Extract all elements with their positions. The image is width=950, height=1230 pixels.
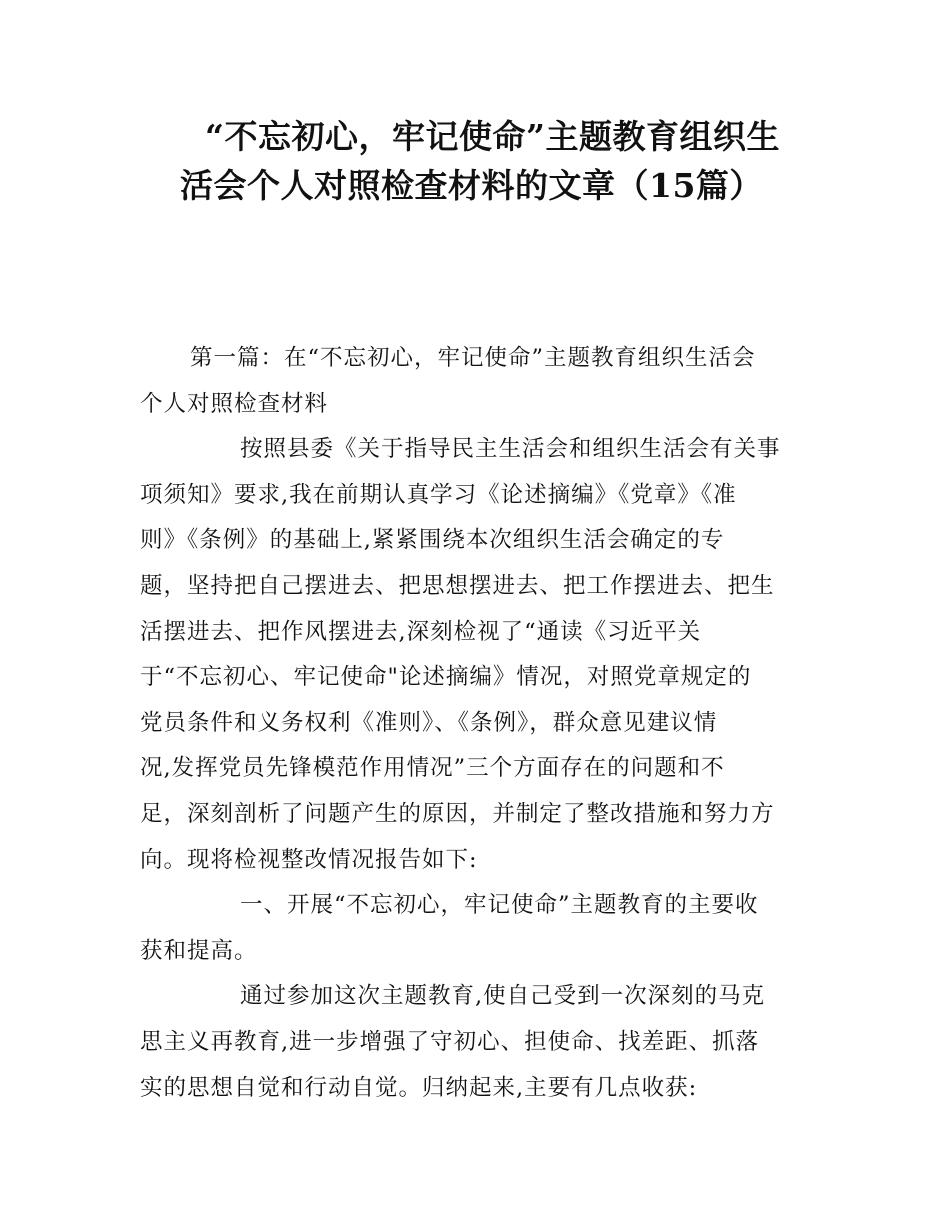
paragraph-line: 第一篇：在“不忘初心，牢记使命”主题教育组织生活会 — [190, 345, 756, 371]
paragraph-line: 获和提高。 — [140, 937, 258, 964]
paragraph-line: 按照县委《关于指导民主生活会和组织生活会有关事 — [240, 436, 781, 463]
paragraph-line: 活摆进去、把作风摆进去,深刻检视了“通读《习近平关 — [140, 618, 702, 645]
title-line-2: 活会个人对照检查材料的文章（15篇） — [180, 166, 763, 205]
paragraph-line: 通过参加这次主题教育,使自己受到一次深刻的马克 — [240, 983, 766, 1010]
paragraph-intro — [140, 427, 815, 883]
paragraph-line: 个人对照检查材料 — [140, 390, 329, 417]
paragraph-line: 则》《条例》的基础上,紧紧围绕本次组织生活会确定的专 — [140, 527, 725, 554]
document-body — [140, 336, 815, 1111]
paragraph-line: 党员条件和义务权利《准则》、《条例》，群众意见建议情 — [140, 709, 718, 736]
paragraph-chapter-heading — [140, 336, 815, 427]
paragraph-line: 题，坚持把自己摆进去、把思想摆进去、把工作摆进去、把生 — [140, 572, 775, 599]
title-line-1: “不忘初心，牢记使命”主题教育组织生 — [205, 117, 780, 156]
paragraph-line: 于“不忘初心、牢记使命"论述摘编》情况，对照党章规定的 — [140, 664, 752, 691]
paragraph-line: 一、开展“不忘初心，牢记使命”主题教育的主要收 — [240, 892, 759, 919]
paragraph-line: 项须知》要求,我在前期认真学习《论述摘编》《党章》《准 — [140, 481, 737, 508]
paragraph-line: 实的思想自觉和行动自觉。归纳起来,主要有几点收获: — [140, 1074, 698, 1101]
document-title — [150, 112, 830, 210]
paragraph-line: 思主义再教育,进一步增强了守初心、担使命、找差距、抓落 — [140, 1028, 760, 1055]
paragraph-gains — [140, 974, 815, 1111]
paragraph-line: 足，深刻剖析了问题产生的原因，并制定了整改措施和努力方 — [140, 800, 775, 827]
paragraph-line: 向。现将检视整改情况报告如下: — [140, 846, 478, 873]
paragraph-line: 况,发挥党员先锋模范作用情况”三个方面存在的问题和不 — [140, 755, 725, 782]
paragraph-section-heading — [140, 883, 815, 974]
